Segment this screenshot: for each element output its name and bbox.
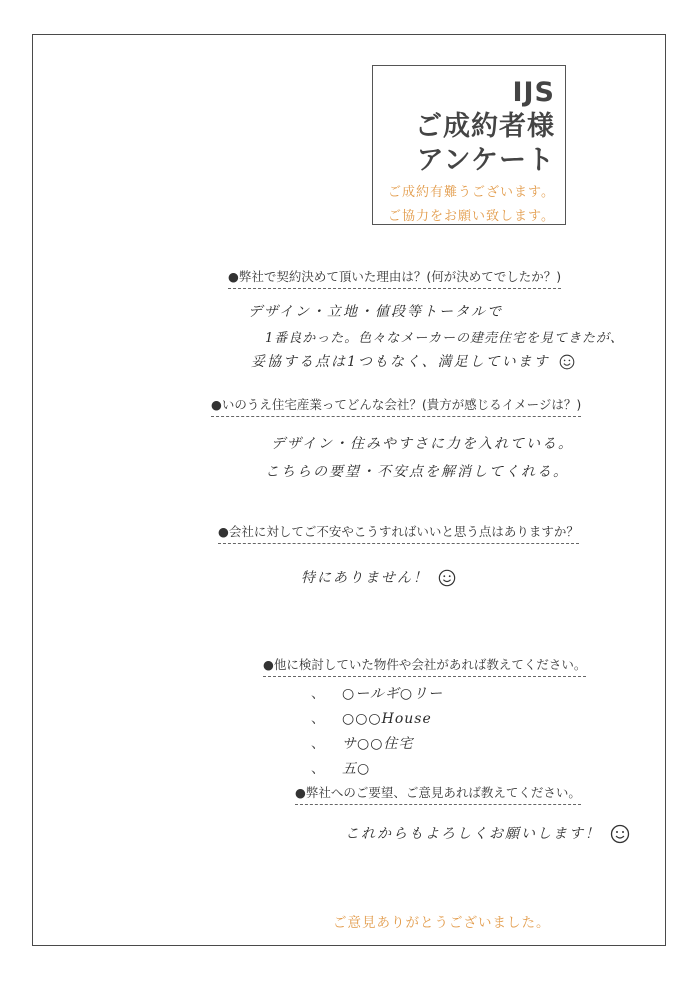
list-item <box>311 708 432 728</box>
smiley-icon <box>610 824 630 844</box>
answer-image-line-1: デザイン・住みやすさに力を入れている。 <box>271 436 575 452</box>
list-item <box>311 733 413 753</box>
answer-reason-line-3-text: 妥協する点は1つもなく、満足しています <box>251 354 550 370</box>
answer-reason-line-1: デザイン・立地・値段等トータルで <box>248 304 504 320</box>
list-item-text: ○ールギ○リー <box>342 686 444 702</box>
question-company-image: ●いのうえ住宅産業ってどんな会社？(貴方が感じるイメージは？) <box>211 395 581 417</box>
answer-reason-line-2: 1番良かった。色々なメーカーの建売住宅を見てきたが、 <box>265 331 625 346</box>
list-item-text: ○○○House <box>342 711 432 727</box>
bullet-mark: 、 <box>311 711 326 727</box>
title-line-customer: ご成約者様 <box>415 111 555 142</box>
bullet-mark: 、 <box>311 761 326 777</box>
smiley-icon <box>438 569 456 587</box>
question-reason: ●弊社で契約決めて頂いた理由は？(何が決めてでしたか？) <box>228 267 561 289</box>
answer-requests-text: これからもよろしくお願いします！ <box>345 826 601 842</box>
title-line-survey: アンケート <box>416 145 555 176</box>
thanks-text: ご成約有難うございます。 <box>388 185 555 200</box>
bullet-mark: 、 <box>311 686 326 702</box>
list-item-text: サ○○住宅 <box>342 736 414 752</box>
question-concerns: ●会社に対してご不安やこうすればいいと思う点はありますか？ <box>218 522 579 544</box>
title-line-ijs: IJS <box>512 77 555 108</box>
smiley-icon <box>559 354 575 370</box>
list-item-text: 五○ <box>342 761 371 777</box>
closing-message: ご意見ありがとうございました。 <box>333 915 551 931</box>
cooperation-text: ご協力をお願い致します。 <box>388 209 555 224</box>
answer-concerns <box>301 567 456 587</box>
list-item <box>311 683 443 703</box>
answer-reason-line-3 <box>251 351 575 371</box>
answer-concerns-text: 特にありません！ <box>301 570 429 586</box>
title-box <box>372 65 566 225</box>
answer-requests <box>345 823 630 844</box>
list-item <box>311 758 370 778</box>
question-requests: ●弊社へのご要望、ご意見あれば教えてください。 <box>295 783 581 805</box>
answer-image-line-2: こちらの要望・不安点を解消してくれる。 <box>265 464 569 480</box>
bullet-mark: 、 <box>311 736 326 752</box>
question-other-options: ●他に検討していた物件や会社があれば教えてください。 <box>263 655 586 677</box>
survey-sheet <box>32 34 666 946</box>
